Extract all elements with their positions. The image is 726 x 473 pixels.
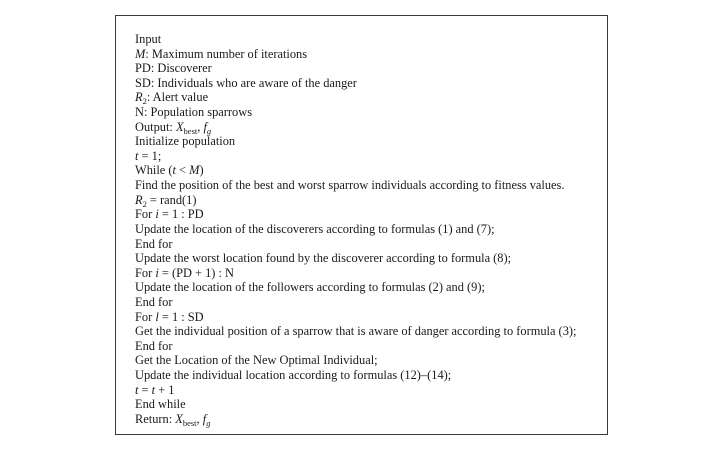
algorithm-lines	[135, 32, 576, 426]
line-text: Get the Location of the New Optimal Individual;	[135, 353, 378, 368]
line-text: + 1	[155, 382, 175, 397]
line-text: f	[202, 411, 207, 426]
algorithm-line	[135, 222, 576, 237]
line-text: = (PD + 1) : N	[158, 265, 235, 280]
line-text: Return:	[135, 411, 176, 426]
algorithm-line	[135, 412, 576, 427]
line-text: t	[135, 148, 139, 163]
algorithm-line	[135, 397, 576, 412]
algorithm-line	[135, 324, 576, 339]
line-text: For	[135, 207, 156, 222]
line-text: i	[155, 207, 159, 222]
algorithm-line	[135, 237, 576, 252]
line-text: )	[199, 163, 204, 178]
line-text: For	[135, 309, 156, 324]
line-text: i	[155, 265, 159, 280]
line-text: = 1 : SD	[158, 309, 204, 324]
algorithm-box	[115, 15, 608, 435]
line-text: End for	[135, 294, 173, 309]
line-text: End for	[135, 236, 173, 251]
algorithm-line	[135, 32, 576, 47]
line-text: = 1 : PD	[158, 207, 204, 222]
line-text: ,	[196, 411, 203, 426]
algorithm-line	[135, 295, 576, 310]
line-text: Update the location of the discoverers according to formulas (1) and (7);	[135, 221, 495, 236]
line-text: Find the position of the best and worst sparrow individuals according to fitness values.	[135, 178, 565, 193]
line-text: End while	[135, 397, 186, 412]
line-text: = 1;	[138, 148, 162, 163]
line-text: X	[175, 411, 183, 426]
line-text: R	[135, 192, 143, 207]
subscript-text: g	[206, 125, 212, 136]
subscript-text: g	[206, 417, 211, 428]
line-text: ,	[197, 119, 204, 134]
line-text: f	[203, 119, 207, 134]
algorithm-line	[135, 368, 576, 383]
line-text: Update the individual location according to formulas (12)–(14);	[135, 368, 452, 383]
algorithm-line	[135, 149, 576, 164]
algorithm-line	[135, 163, 576, 178]
algorithm-line	[135, 134, 576, 149]
line-text: = rand(1)	[146, 192, 197, 207]
algorithm-line	[135, 76, 576, 91]
algorithm-line	[135, 353, 576, 368]
algorithm-line	[135, 47, 576, 62]
line-text: =	[138, 382, 152, 397]
line-text: SD: Individuals who are aware of the danger	[135, 75, 357, 90]
line-text: M	[189, 163, 200, 178]
line-text: Update the worst location found by the discoverer according to formula (8);	[135, 251, 512, 266]
subscript-text: 2	[142, 96, 147, 107]
line-text: Output:	[135, 119, 176, 134]
line-text: Initialize population	[135, 134, 236, 149]
line-text: For	[135, 265, 156, 280]
algorithm-line	[135, 61, 576, 76]
line-text: : Alert value	[146, 90, 209, 105]
line-text: t	[172, 163, 176, 178]
line-text: l	[155, 309, 159, 324]
algorithm-line	[135, 90, 576, 105]
algorithm-line	[135, 310, 576, 325]
algorithm-line	[135, 251, 576, 266]
algorithm-line	[135, 266, 576, 281]
algorithm-line	[135, 280, 576, 295]
algorithm-line	[135, 120, 576, 135]
line-text: Input	[135, 32, 162, 46]
algorithm-line	[135, 383, 576, 398]
line-text: PD: Discoverer	[135, 61, 212, 76]
line-text: M	[135, 46, 146, 61]
line-text: X	[175, 119, 184, 134]
algorithm-line	[135, 178, 576, 193]
algorithm-line	[135, 193, 576, 208]
line-text: t	[135, 382, 139, 397]
line-text: Update the location of the followers according to formulas (2) and (9);	[135, 280, 485, 295]
line-text: R	[135, 90, 143, 105]
algorithm-line	[135, 105, 576, 120]
algorithm-line	[135, 339, 576, 354]
subscript-text: 2	[142, 198, 147, 209]
subscript-text: best	[183, 125, 198, 136]
line-text: End for	[135, 338, 173, 353]
line-text: t	[151, 382, 156, 397]
line-text: <	[175, 163, 190, 178]
subscript-text: best	[182, 417, 197, 428]
line-text: Get the individual position of a sparrow that is aware of danger according to formula (3);	[135, 324, 577, 339]
line-text: N: Population sparrows	[135, 105, 253, 120]
algorithm-line	[135, 207, 576, 222]
line-text: : Maximum number of iterations	[145, 46, 308, 61]
line-text: While (	[135, 163, 173, 178]
